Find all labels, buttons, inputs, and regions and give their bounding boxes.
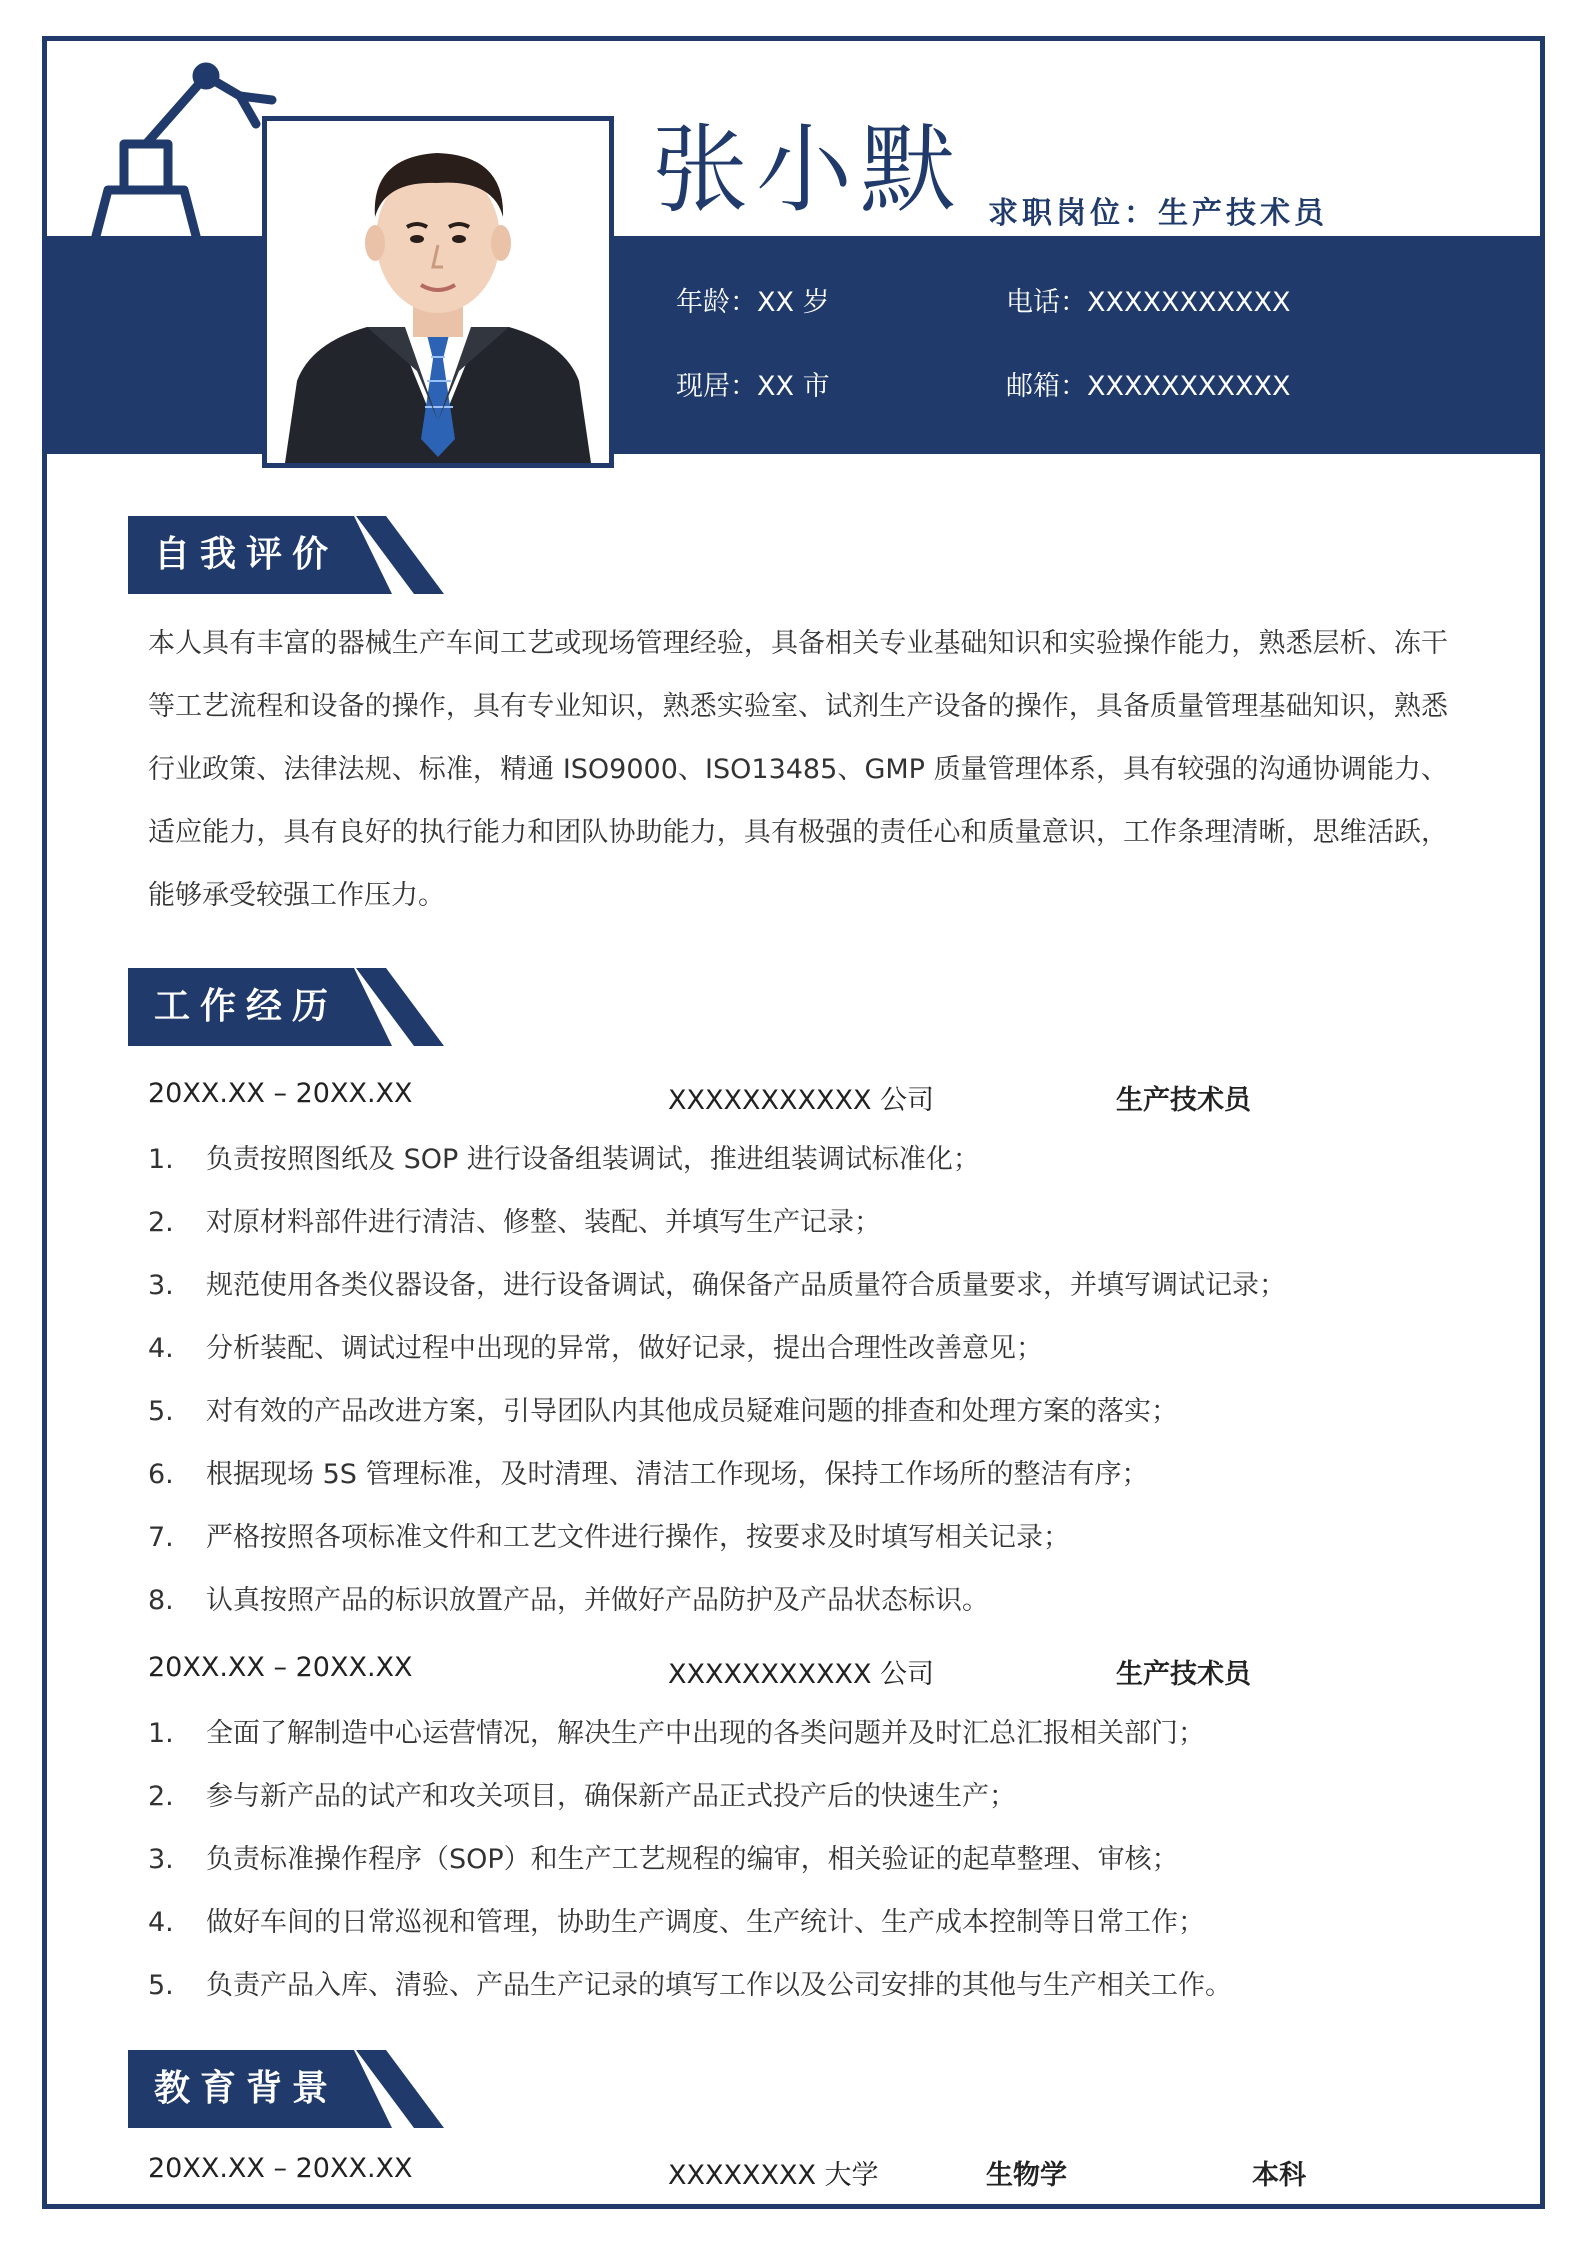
item-number: 3. <box>148 1844 174 1875</box>
item-text: 根据现场 5S 管理标准，及时清理、清洁工作现场，保持工作场所的整洁有序； <box>206 1459 1149 1490</box>
education-row <box>148 2153 1448 2193</box>
section-title-self-eval: 自我评价 <box>154 534 339 575</box>
item-number: 2. <box>148 1207 174 1238</box>
candidate-name: 张小默 <box>652 114 964 226</box>
list-item <box>148 1317 1448 1380</box>
item-text: 认真按照产品的标识放置产品，并做好产品防护及产品状态标识。 <box>206 1585 989 1616</box>
item-text: 规范使用各类仪器设备，进行设备调试，确保备产品质量符合质量要求，并填写调试记录； <box>206 1270 1286 1301</box>
item-number: 6. <box>148 1459 174 1490</box>
section-header-self-eval <box>128 516 448 594</box>
section-title-education: 教育背景 <box>154 2068 339 2109</box>
job-2-role: 生产技术员 <box>1116 1659 1251 1690</box>
list-item <box>148 1702 1448 1765</box>
job-1-company: XXXXXXXXXXX 公司 <box>668 1085 935 1116</box>
list-item <box>148 1954 1448 2017</box>
list-item <box>148 1765 1448 1828</box>
item-text: 参与新产品的试产和攻关项目，确保新产品正式投产后的快速生产； <box>206 1781 1016 1812</box>
job-target: 求职岗位：生产技术员 <box>988 196 1328 231</box>
list-item <box>148 1191 1448 1254</box>
list-item <box>148 1254 1448 1317</box>
item-number: 5. <box>148 1970 174 2001</box>
job-2-header <box>148 1652 1448 1692</box>
education-school: XXXXXXXX 大学 <box>668 2160 879 2191</box>
education-degree: 本科 <box>1252 2160 1306 2191</box>
job-2-company: XXXXXXXXXXX 公司 <box>668 1659 935 1690</box>
education-major: 生物学 <box>986 2160 1067 2191</box>
age-info: 年龄：XX 岁 <box>676 287 830 318</box>
item-number: 8. <box>148 1585 174 1616</box>
robot-arm-icon <box>88 60 288 240</box>
item-text: 对有效的产品改进方案，引导团队内其他成员疑难问题的排查和处理方案的落实； <box>206 1396 1178 1427</box>
list-item <box>148 1828 1448 1891</box>
item-number: 1. <box>148 1144 174 1175</box>
email-info: 邮箱：XXXXXXXXXXX <box>1006 371 1291 402</box>
profile-photo <box>262 116 614 468</box>
education-period: 20XX.XX – 20XX.XX <box>148 2153 413 2184</box>
item-number: 3. <box>148 1270 174 1301</box>
list-item <box>148 1891 1448 1954</box>
self-eval-text: 本人具有丰富的器械生产车间工艺或现场管理经验，具备相关专业基础知识和实验操作能力，熟悉层析、冻干等工艺流程和设备的操作，具有专业知识，熟悉实验室、试剂生产设备的操作，具备质量管理基础知识，熟悉行业政策、法律法规、标准，精通 ISO9000、ISO13485、GMP 质量管理体系，具有较强的沟通协调能力、适应能力，具有良好的执行能力和团队协助能力，具有极强的责任心和质量意识，工作条理清晰，思维活跃，能够承受较强工作压力。 <box>148 628 1448 911</box>
item-number: 4. <box>148 1907 174 1938</box>
item-number: 2. <box>148 1781 174 1812</box>
item-text: 对原材料部件进行清洁、修整、装配、并填写生产记录； <box>206 1207 881 1238</box>
item-number: 4. <box>148 1333 174 1364</box>
item-text: 分析装配、调试过程中出现的异常，做好记录，提出合理性改善意见； <box>206 1333 1043 1364</box>
item-text: 全面了解制造中心运营情况，解决生产中出现的各类问题并及时汇总汇报相关部门； <box>206 1718 1205 1749</box>
section-header-education <box>128 2050 448 2128</box>
job-1-role: 生产技术员 <box>1116 1085 1251 1116</box>
list-item <box>148 1128 1448 1191</box>
item-text: 负责标准操作程序（SOP）和生产工艺规程的编审，相关验证的起草整理、审核； <box>206 1844 1179 1875</box>
job-2-period: 20XX.XX – 20XX.XX <box>148 1652 413 1683</box>
item-number: 5. <box>148 1396 174 1427</box>
job-1-period: 20XX.XX – 20XX.XX <box>148 1078 413 1109</box>
job-1-header <box>148 1078 1448 1118</box>
job-2-duties <box>148 1702 1448 2017</box>
list-item <box>148 1443 1448 1506</box>
job-1-duties <box>148 1128 1448 1632</box>
city-info: 现居：XX 市 <box>676 371 830 402</box>
list-item <box>148 1380 1448 1443</box>
avatar <box>267 121 609 463</box>
item-text: 负责按照图纸及 SOP 进行设备组装调试，推进组装调试标准化； <box>206 1144 980 1175</box>
phone-info: 电话：XXXXXXXXXXX <box>1006 287 1291 318</box>
item-text: 严格按照各项标准文件和工艺文件进行操作，按要求及时填写相关记录； <box>206 1522 1070 1553</box>
item-number: 7. <box>148 1522 174 1553</box>
item-text: 负责产品入库、清验、产品生产记录的填写工作以及公司安排的其他与生产相关工作。 <box>206 1970 1232 2001</box>
list-item <box>148 1506 1448 1569</box>
item-text: 做好车间的日常巡视和管理，协助生产调度、生产统计、生产成本控制等日常工作； <box>206 1907 1205 1938</box>
section-header-work <box>128 968 448 1046</box>
item-number: 1. <box>148 1718 174 1749</box>
list-item <box>148 1569 1448 1632</box>
section-title-work: 工作经历 <box>154 986 339 1027</box>
